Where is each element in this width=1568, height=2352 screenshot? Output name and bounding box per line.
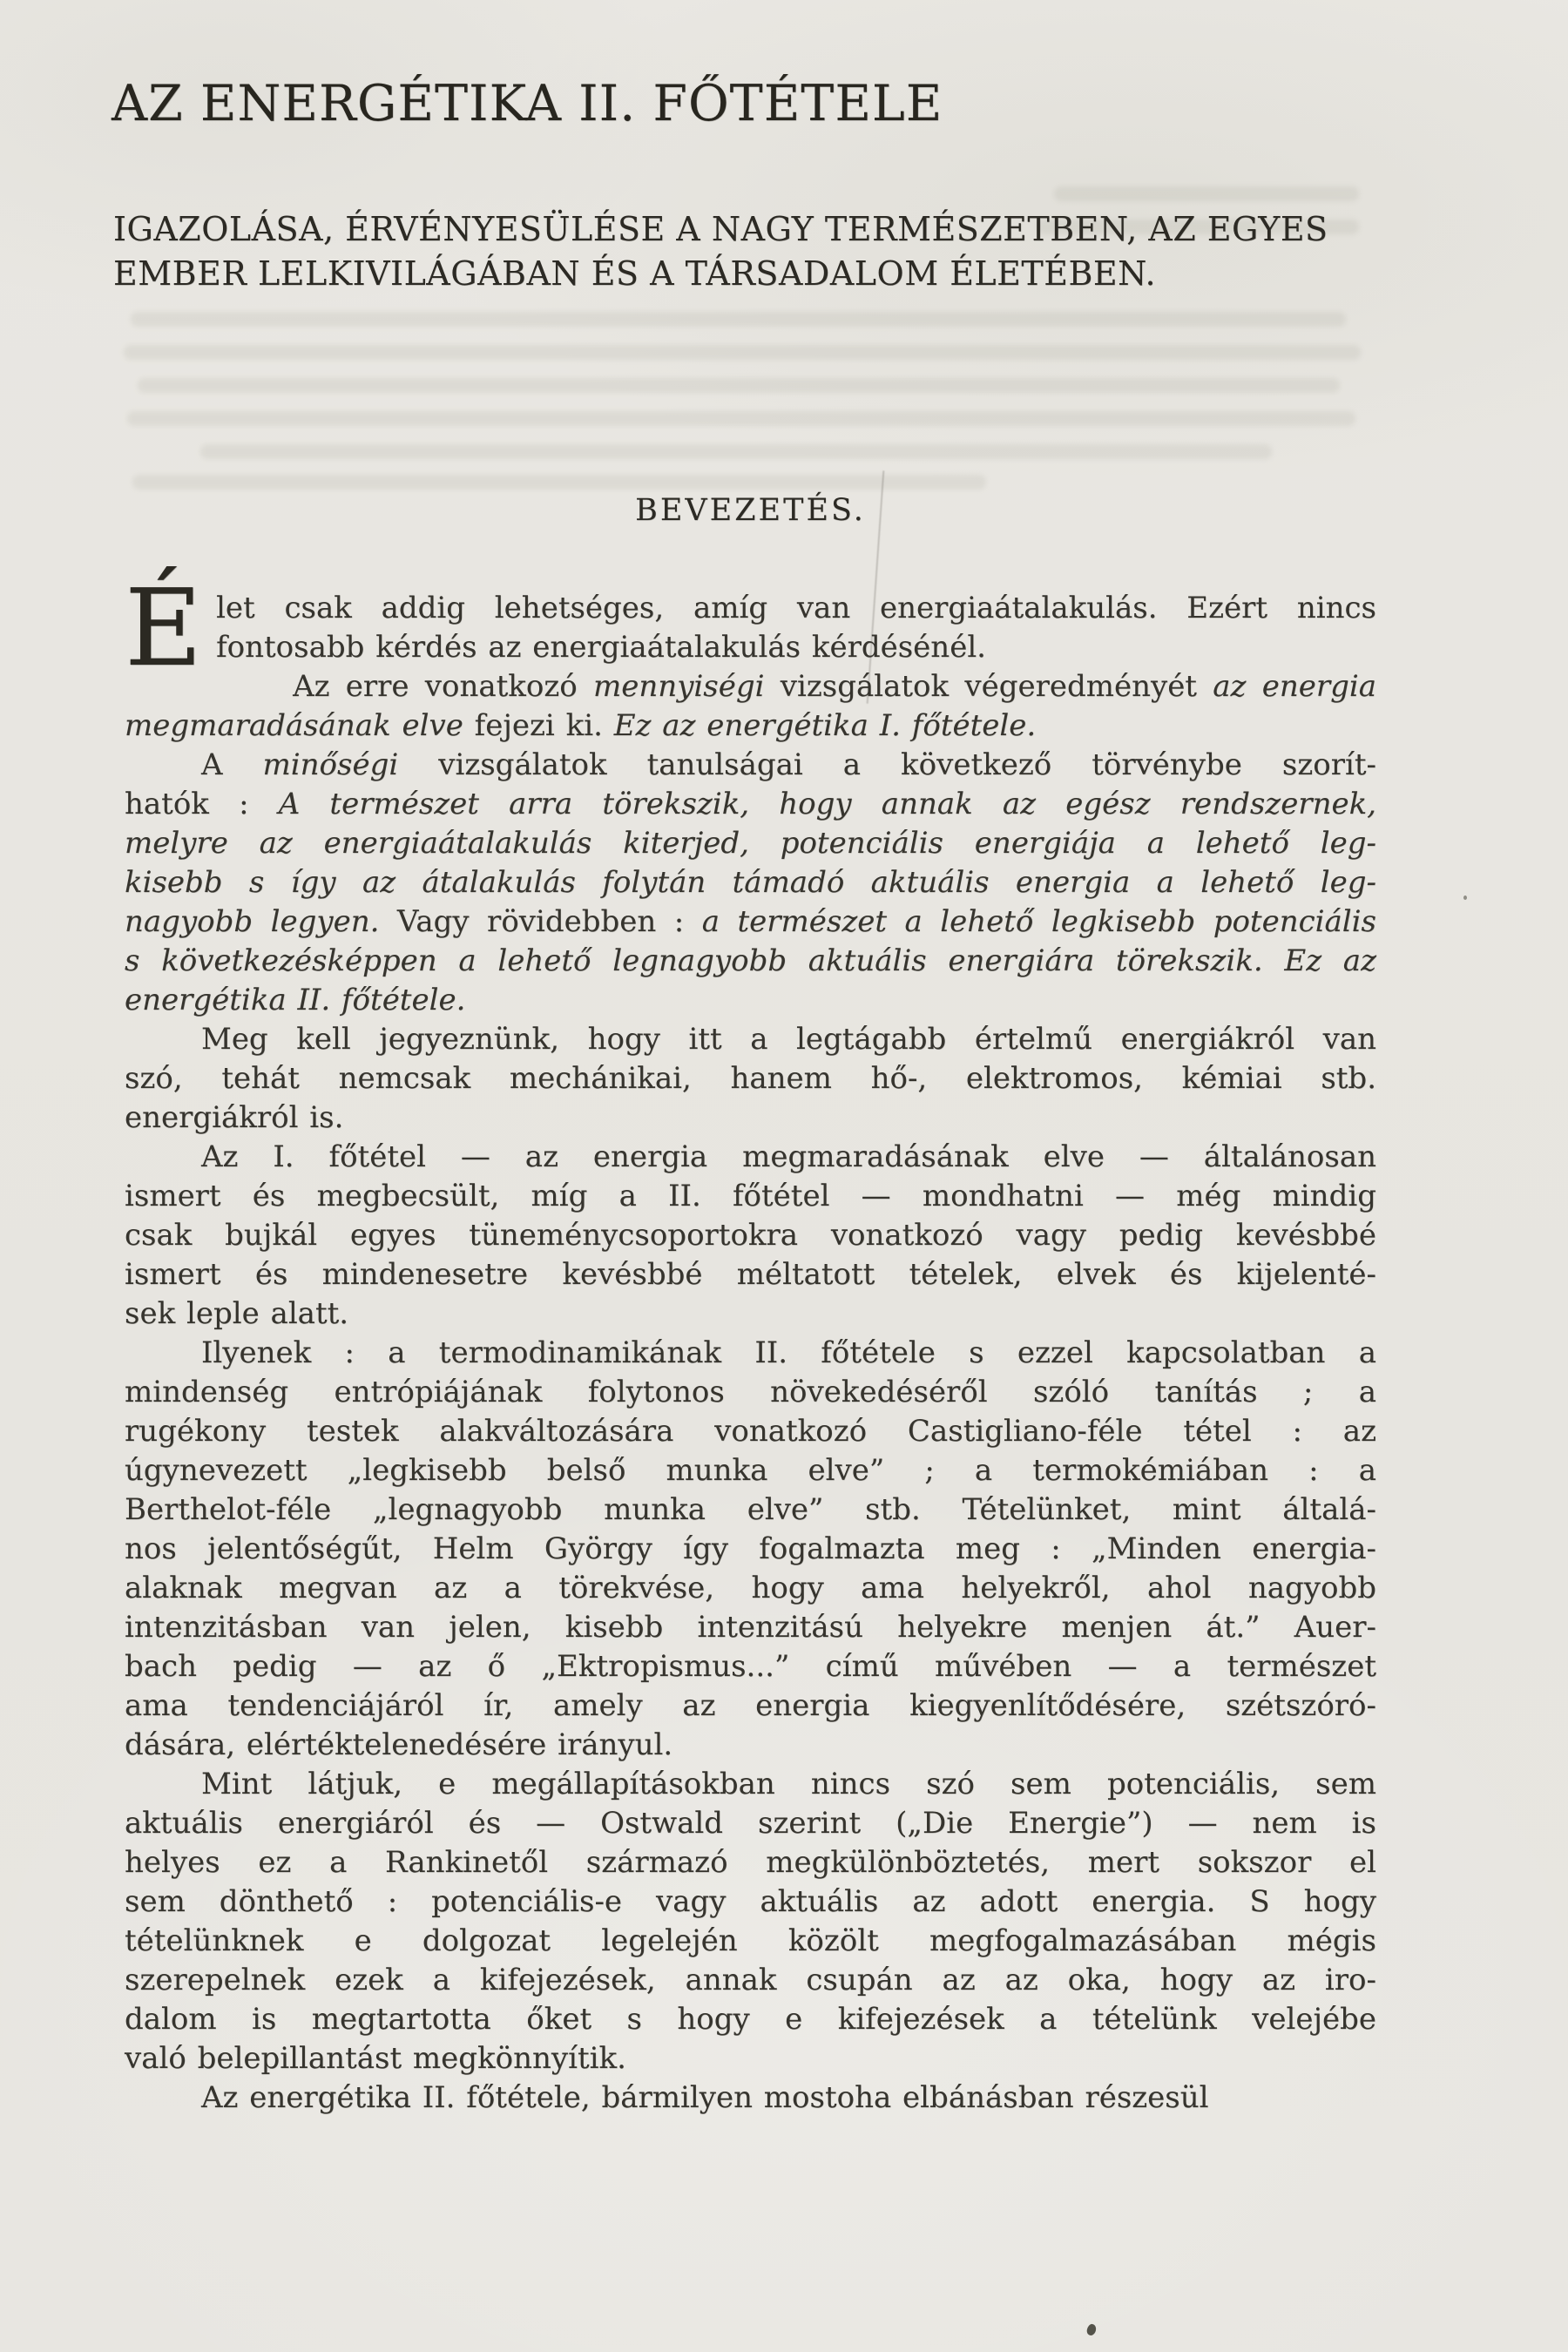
italic-text-segment: Ez az energétika I. főtétele. — [613, 708, 1037, 743]
text-segment: Meg kell jegyeznünk, hogy itt a legtágabb értelmű energiákról van — [201, 1022, 1376, 1057]
showthrough-line — [132, 475, 986, 490]
ink-speck — [1085, 2323, 1098, 2337]
body-text — [125, 566, 1376, 2118]
text-line — [125, 1608, 1376, 1647]
text-segment: intenzitásban van jelen, kisebb intenzitású helyekre menjen át.” Auer- — [125, 1610, 1376, 1645]
text-line — [125, 1765, 1376, 1804]
text-line — [125, 1451, 1376, 1490]
text-segment: nos jelentőségűt, Helm György így fogalmazta meg : „Minden energia- — [125, 1531, 1376, 1566]
showthrough-line — [138, 378, 1340, 393]
text-line — [125, 1843, 1376, 1882]
text-line — [125, 1059, 1376, 1098]
text-segment: sek leple alatt. — [125, 1296, 349, 1331]
text-line — [125, 1177, 1376, 1216]
text-segment: ismert és megbecsült, míg a II. főtétel — mondhatni — még mindig — [125, 1179, 1376, 1213]
text-segment: szó, tehát nemcsak mechánikai, hanem hő-, elektromos, kémiai stb. — [125, 1061, 1376, 1096]
text-line — [125, 1138, 1376, 1177]
italic-text-segment: minőségi — [262, 747, 399, 782]
showthrough-line — [1054, 186, 1359, 201]
text-segment: Az energétika II. főtétele, bármilyen mostoha elbánásban részesül — [201, 2080, 1209, 2115]
text-segment: aktuális energiáról és — Ostwald szerint („Die Energie”) — nem is — [125, 1806, 1376, 1841]
text-line — [125, 1098, 1376, 1138]
paragraph — [125, 1334, 1376, 1765]
text-segment: szerepelnek ezek a kifejezések, annak csupán az az oka, hogy az iro- — [125, 1963, 1376, 1997]
text-segment: Berthelot-féle „legnagyobb munka elve” stb. Tételünket, mint általá- — [125, 1492, 1376, 1527]
text-line — [125, 1569, 1376, 1608]
text-line — [125, 824, 1376, 863]
showthrough-line — [127, 411, 1355, 426]
subtitle-line: EMBER LELKIVILÁGÁBAN ÉS A TÁRSADALOM ÉLETÉBEN. — [113, 254, 1157, 293]
text-line — [125, 628, 1376, 667]
text-line — [125, 2000, 1376, 2039]
italic-text-segment: A természet arra törekszik, hogy annak az egész rendszernek, — [278, 787, 1376, 821]
showthrough-line — [124, 345, 1361, 360]
paragraph — [125, 1020, 1376, 1138]
text-line — [125, 1647, 1376, 1686]
italic-text-segment: mennyiségi — [593, 669, 765, 704]
paragraph — [125, 2078, 1376, 2118]
text-line — [125, 1686, 1376, 1726]
text-segment: való belepillantást megkönnyítik. — [125, 2041, 626, 2076]
text-line — [125, 981, 1376, 1020]
text-segment: energiákról is. — [125, 1100, 344, 1135]
text-segment: vizsgálatok végeredményét — [764, 669, 1213, 704]
text-segment: Az I. főtétel — az energia megmaradásának elve — általánosan — [201, 1139, 1376, 1174]
text-segment: Az erre vonatkozó — [293, 669, 594, 704]
text-line — [125, 1373, 1376, 1412]
text-segment: mindenség entrópiájának folytonos növekedéséről szóló tanítás ; a — [125, 1375, 1376, 1409]
text-line — [125, 863, 1376, 902]
text-line — [125, 1530, 1376, 1569]
text-segment: Mint látjuk, e megállapításokban nincs szó sem potenciális, sem — [201, 1767, 1376, 1801]
italic-text-segment: s következésképpen a lehető legnagyobb aktuális energiára törekszik. Ez az — [125, 943, 1376, 978]
paragraph — [125, 667, 1376, 746]
text-segment: rugékony testek alakváltozására vonatkozó Castigliano-féle tétel : az — [125, 1414, 1376, 1449]
text-line — [125, 1726, 1376, 1765]
showthrough-line — [200, 444, 1272, 459]
text-segment: ismert és mindenesetre kevésbbé méltatott tételek, elvek és kijelenté- — [125, 1257, 1376, 1292]
text-segment: vizsgálatok tanulságai a következő törvénybe szorít- — [398, 747, 1376, 782]
text-line — [125, 2039, 1376, 2078]
text-line — [125, 746, 1376, 785]
italic-text-segment: a természet a lehető legkisebb potenciális — [701, 904, 1376, 939]
text-line — [125, 667, 1376, 706]
page-title: AZ ENERGÉTIKA II. FŐTÉTELE — [112, 75, 943, 132]
text-line — [125, 1216, 1376, 1255]
text-segment: helyes ez a Rankinetől származó megkülönböztetés, mert sokszor el — [125, 1845, 1376, 1880]
italic-text-segment: megmaradásának elve — [125, 708, 463, 743]
text-segment: alaknak megvan az a törekvése, hogy ama helyekről, ahol nagyobb — [125, 1571, 1376, 1605]
text-segment: dására, elértéktelenedésére irányul. — [125, 1727, 673, 1762]
page-subtitle — [113, 207, 1328, 296]
text-line — [125, 1020, 1376, 1059]
text-segment: tételünknek e dolgozat legelején közölt megfogalmazásában mégis — [125, 1923, 1376, 1958]
text-segment: A — [201, 747, 263, 782]
subtitle-line: IGAZOLÁSA, ÉRVÉNYESÜLÉSE A NAGY TERMÉSZETBEN, AZ EGYES — [113, 210, 1328, 248]
text-line — [125, 1804, 1376, 1843]
text-segment: Vagy rövidebben : — [379, 904, 702, 939]
text-line — [125, 1961, 1376, 2000]
text-segment: sem dönthető : potenciális-e vagy aktuális az adott energia. S hogy — [125, 1884, 1376, 1919]
text-line — [125, 1294, 1376, 1334]
italic-text-segment: energétika II. főtétele. — [125, 983, 466, 1017]
paragraph — [125, 746, 1376, 1020]
text-segment: fejezi ki. — [463, 708, 614, 743]
showthrough-line — [131, 312, 1346, 327]
paragraph — [125, 1138, 1376, 1334]
text-line — [125, 2078, 1376, 2118]
text-line — [125, 1882, 1376, 1922]
text-line — [125, 1922, 1376, 1961]
paragraph — [125, 1765, 1376, 2078]
italic-text-segment: kisebb s így az átalakulás folytán támadó aktuális energia a lehető leg- — [125, 865, 1376, 900]
italic-text-segment: nagyobb legyen. — [125, 904, 380, 939]
text-segment: fontosabb kérdés az energiaátalakulás kérdésénél. — [216, 630, 986, 665]
text-segment: Ilyenek : a termodinamikának II. főtétele s ezzel kapcsolatban a — [201, 1335, 1376, 1370]
text-segment: hatók : — [125, 787, 279, 821]
text-segment: úgynevezett „legkisebb belső munka elve” ; a termokémiában : a — [125, 1453, 1376, 1488]
italic-text-segment: az energia — [1213, 669, 1376, 704]
text-segment: ama tendenciájáról ír, amely az energia kiegyenlítődésére, szétszóró- — [125, 1688, 1376, 1723]
text-line — [125, 902, 1376, 942]
text-segment: dalom is megtartotta őket s hogy e kifejezések a tételünk velejébe — [125, 2002, 1376, 2037]
text-line — [125, 706, 1376, 746]
section-heading: BEVEZETÉS. — [635, 493, 866, 528]
text-line — [125, 1490, 1376, 1530]
text-line — [125, 942, 1376, 981]
text-line — [125, 1255, 1376, 1294]
text-segment: bach pedig — az ő „Ektropismus...” című művében — a természet — [125, 1649, 1376, 1684]
text-line — [125, 785, 1376, 824]
text-line — [125, 1412, 1376, 1451]
text-line — [125, 589, 1376, 628]
text-segment: let csak addig lehetséges, amíg van energiaátalakulás. Ezért nincs — [216, 591, 1376, 625]
text-line — [125, 1334, 1376, 1373]
text-segment: csak bujkál egyes tüneménycsoportokra vonatkozó vagy pedig kevésbbé — [125, 1218, 1376, 1253]
italic-text-segment: melyre az energiaátalakulás kiterjed, potenciális energiája a lehető leg- — [125, 826, 1376, 861]
drop-cap: É — [125, 566, 203, 690]
ink-speck — [1463, 896, 1467, 900]
